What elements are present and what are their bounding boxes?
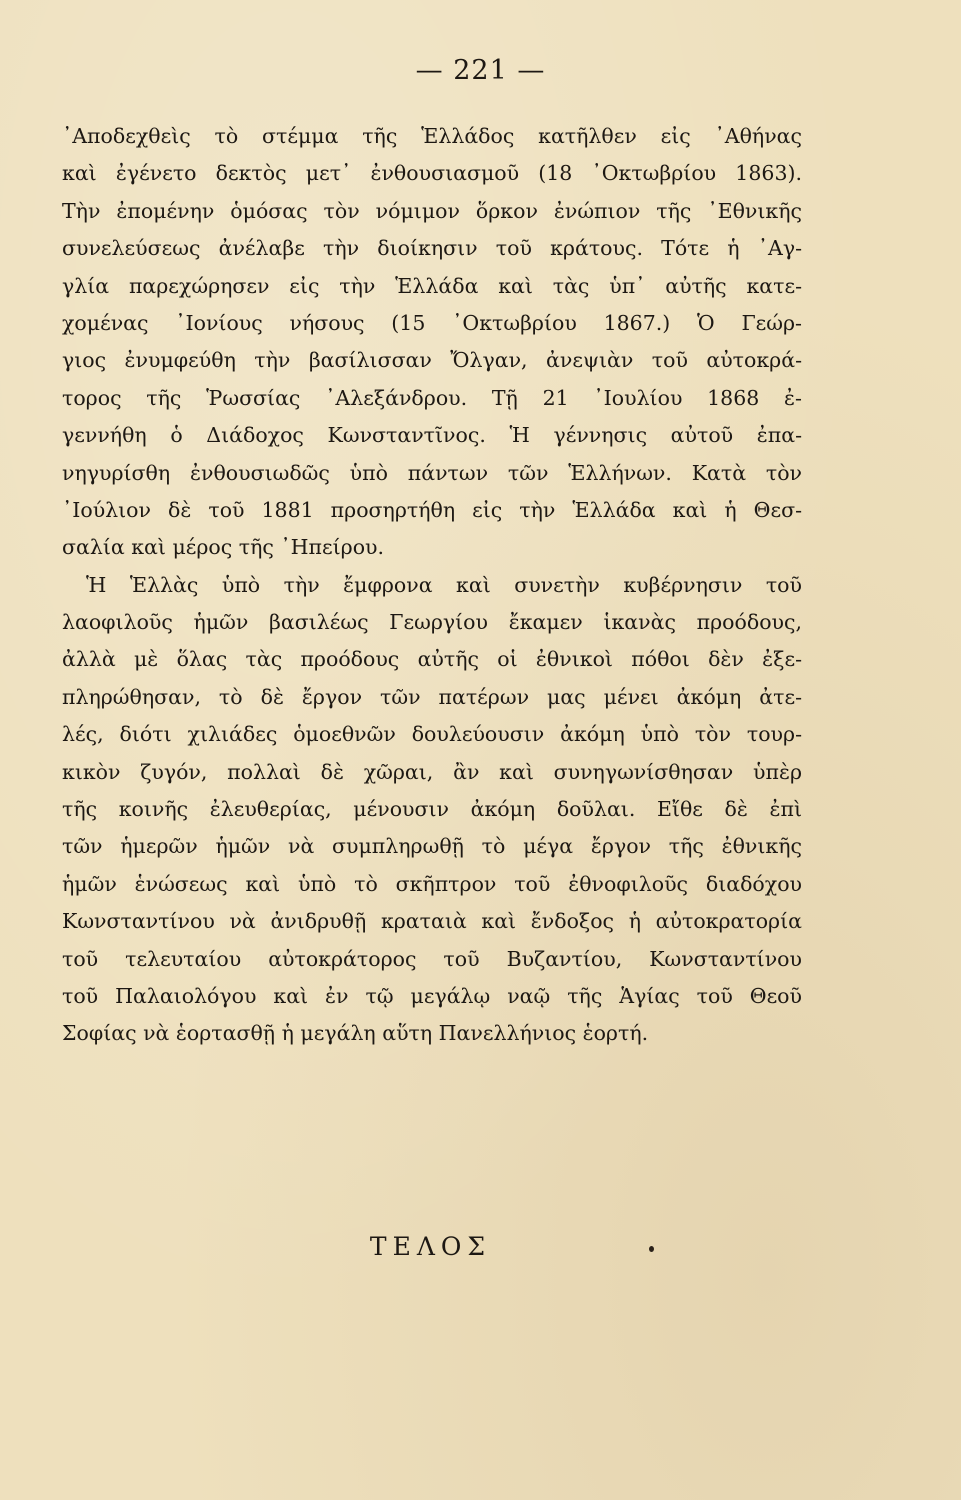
text-line: χομένας ᾿Ιονίους νήσους (15 ᾿Οκτωβρίου 1867.) Ὁ Γεώρ- [62,310,802,335]
text-line: Ἡ Ἑλλὰς ὑπὸ τὴν ἔμφρονα καὶ συνετὴν κυβέρνησιν τοῦ [86,572,802,597]
text-line: γλία παρεχώρησεν εἰς τὴν Ἑλλάδα καὶ τὰς ὑπ᾿ αὐτῆς κατε- [62,273,802,298]
text-line: ἡμῶν ἑνώσεως καὶ ὑπὸ τὸ σκῆπτρον τοῦ ἐθνοφιλοῦς διαδόχου [62,871,802,896]
text-line: γιος ἐνυμφεύθη τὴν βασίλισσαν Ὄλγαν, ἀνεψιὰν τοῦ αὐτοκρά- [62,348,802,373]
text-line: γεννήθη ὁ Διάδοχος Κωνσταντῖνος. Ἡ γέννησις αὐτοῦ ἐπα- [62,423,802,448]
text-line: τῶν ἡμερῶν ἡμῶν νὰ συμπληρωθῇ τὸ μέγα ἔργον τῆς ἐθνικῆς [62,834,802,859]
text-line: τορος τῆς Ῥωσσίας ᾿Αλεξάνδρου. Τῇ 21 ᾿Ιουλίου 1868 ἐ- [62,385,802,410]
body-text [62,118,802,1053]
text-line: πληρώθησαν, τὸ δὲ ἔργον τῶν πατέρων μας μένει ἀκόμη ἀτε- [62,684,802,709]
text-line: ᾿Ιούλιον δὲ τοῦ 1881 προσηρτήθη εἰς τὴν Ἑλλάδα καὶ ἡ Θεσ- [62,497,802,522]
text-line: συνελεύσεως ἀνέλαβε τὴν διοίκησιν τοῦ κράτους. Τότε ἡ ᾿Αγ- [62,236,802,261]
text-line: τοῦ Παλαιολόγου καὶ ἐν τῷ μεγάλῳ ναῷ τῆς Ἁγίας τοῦ Θεοῦ [62,983,802,1008]
text-line: κικὸν ζυγόν, πολλαὶ δὲ χῶραι, ἂν καὶ συνηγωνίσθησαν ὑπὲρ [62,759,802,784]
text-line: τοῦ τελευταίου αὐτοκράτορος τοῦ Βυζαντίου, Κωνσταντίνου [62,946,802,971]
text-line: σαλία καὶ μέρος τῆς ᾿Ηπείρου. [62,535,385,560]
ink-speck [649,1246,654,1252]
page-number: — 221 — [415,55,546,86]
text-line: τῆς κοινῆς ἐλευθερίας, μένουσιν ἀκόμη δοῦλαι. Εἴθε δὲ ἐπὶ [62,797,802,822]
text-line: Σοφίας νὰ ἑορτασθῇ ἡ μεγάλη αὕτη Πανελλήνιος ἑορτή. [62,1021,649,1046]
text-line: λαοφιλοῦς ἡμῶν βασιλέως Γεωργίου ἔκαμεν ἱκανὰς προόδους, [62,610,802,635]
text-line: ἀλλὰ μὲ ὅλας τὰς προόδους αὐτῆς οἱ ἐθνικοὶ πόθοι δὲν ἐξε- [62,647,802,672]
text-line: Κωνσταντίνου νὰ ἀνιδρυθῇ κραταιὰ καὶ ἔνδοξος ἡ αὐτοκρατορία [62,909,802,934]
text-line: ᾿Αποδεχθεὶς τὸ στέμμα τῆς Ἑλλάδος κατῆλθεν εἰς ᾿Αθήνας [62,124,802,148]
text-line: λές, διότι χιλιάδες ὁμοεθνῶν δουλεύουσιν ἀκόμη ὑπὸ τὸν τουρ- [62,722,802,747]
text-line: Τὴν ἐπομένην ὁμόσας τὸν νόμιμον ὅρκον ἐνώπιον τῆς ᾿Εθνικῆς [62,198,802,223]
text-line: νηγυρίσθη ἐνθουσιωδῶς ὑπὸ πάντων τῶν Ἑλλήνων. Κατὰ τὸν [62,460,802,485]
end-word: ΤΕΛΟΣ [369,1232,492,1261]
text-line: καὶ ἐγένετο δεκτὸς μετ᾿ ἐνθουσιασμοῦ (18 ᾿Οκτωβρίου 1863). [62,161,802,186]
